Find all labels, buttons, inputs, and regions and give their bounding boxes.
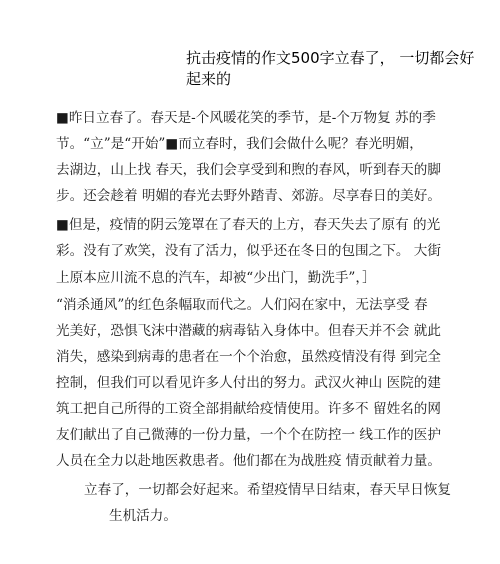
body-line: 控制，但我们可以看见许多人付出的努力。武汉火神山 医院的建 — [56, 375, 441, 391]
body-line: 彩。没有了欢笑，没有了活力，似乎还在冬日的包围之下。 大街 — [56, 243, 441, 259]
body-line: 消失，感染到病毒的患者在一个个治愈，虽然疫情没有得 到完全 — [56, 349, 441, 365]
body-line: 筑工把自己所得的工资全部捐献给疫情使用。许多不 留姓名的网 — [56, 401, 441, 417]
body-line: 步。还会趁着 明媚的春光去野外踏青、郊游。尽享春日的美好。 — [56, 188, 441, 204]
body-line: “消杀通风”的红色条幅取而代之。人们闷在家中，无法享受 春 — [56, 297, 428, 313]
body-line: 光美好，恐惧飞沫中潜藏的病毒钻入身体中。但春天并不会 就此 — [56, 323, 441, 339]
body-line: 去湖边，山上找 春天，我们会享受到和煦的春风，听到春天的脚 — [56, 162, 441, 178]
body-line: 立春了，一切都会好起来。希望疫情早日结束，春天早日恢复 — [84, 482, 452, 498]
body-line: 友们献出了自己微薄的一份力量，一个个在防控一 线工作的医护 — [56, 427, 441, 443]
body-line: 人员在全力以赴地医救患者。他们都在为战胜疫 情贡献着力量。 — [56, 453, 441, 469]
document-title: 抗击疫情的作文500字立春了， 一切都会好起来的 — [186, 49, 475, 88]
body-line: ■但是，疫情的阴云笼罩在了春天的上方，春天失去了原有 的光 — [56, 217, 441, 233]
body-line: ■昨日立春了。春天是-个风暖花笑的季节，是-个万物复 苏的季 — [56, 110, 436, 126]
body-line: 节。“立”是“开始”■而立春时，我们会做什么呢？春光明媚， — [56, 136, 423, 152]
body-line: 生机活力。 — [109, 508, 177, 524]
body-line: 上原本应川流不息的汽车，却被“少出门，勤洗手”，］ — [56, 270, 376, 286]
